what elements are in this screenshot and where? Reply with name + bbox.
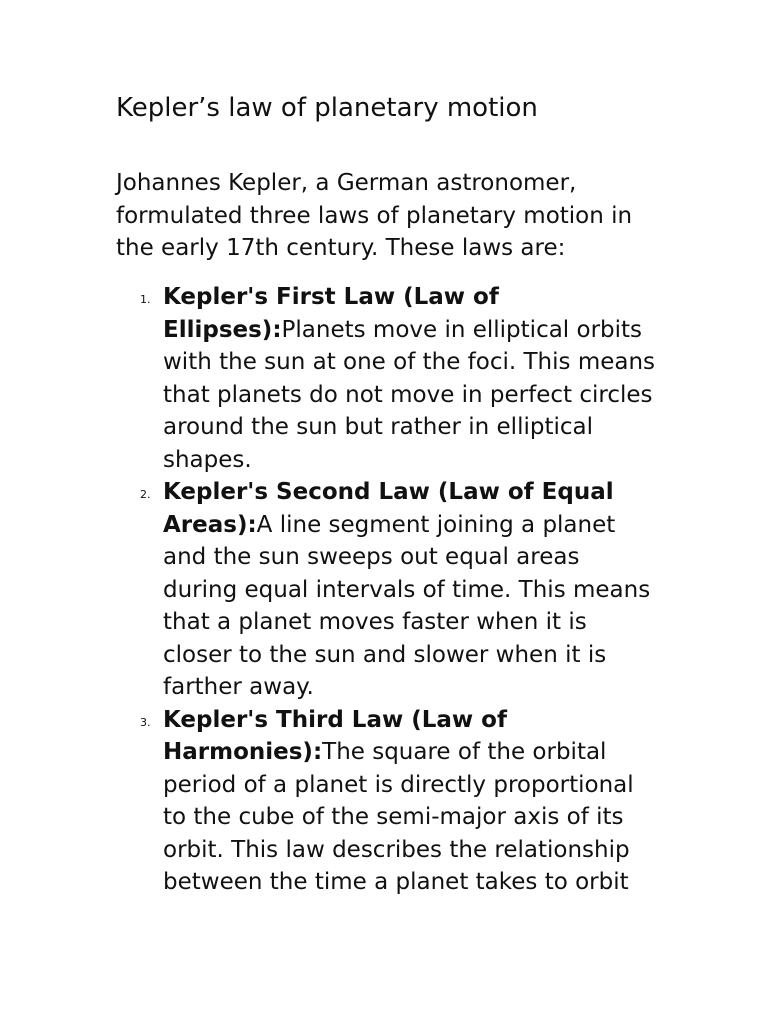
list-item-second-law xyxy=(116,476,656,704)
law-description: Planets move in elliptical orbits with the sun at one of the foci. This means that planets do not move in perfect circles around the sun but rather in elliptical shapes. xyxy=(163,316,656,473)
laws-list xyxy=(116,281,656,899)
list-item-third-law xyxy=(116,704,656,899)
law-description: A line segment joining a planet and the sun sweeps out equal areas during equal intervals of time. This means that a planet moves faster when it is closer to the sun and slower when it is farther away. xyxy=(163,511,651,700)
list-number: 3. xyxy=(140,715,151,729)
law-name: Kepler's Third Law (Law of Harmonies): xyxy=(163,706,507,765)
intro-paragraph: Johannes Kepler, a German astronomer, formulated three laws of planetary motion in the early 17th century. These laws are: xyxy=(116,170,633,261)
law-name: Kepler's First Law (Law of Ellipses): xyxy=(163,284,499,343)
law-name: Kepler's Second Law (Law of Equal Areas): xyxy=(163,479,614,538)
document-title: Kepler’s law of planetary motion xyxy=(116,93,538,123)
law-description: The square of the orbital period of a planet is directly proportional to the cube of the semi-major axis of its orbit. This law describes the relationship between the time a planet takes to orbit xyxy=(163,739,634,895)
list-number: 2. xyxy=(140,488,151,501)
list-item-first-law xyxy=(116,281,656,476)
list-number: 1. xyxy=(140,293,151,306)
